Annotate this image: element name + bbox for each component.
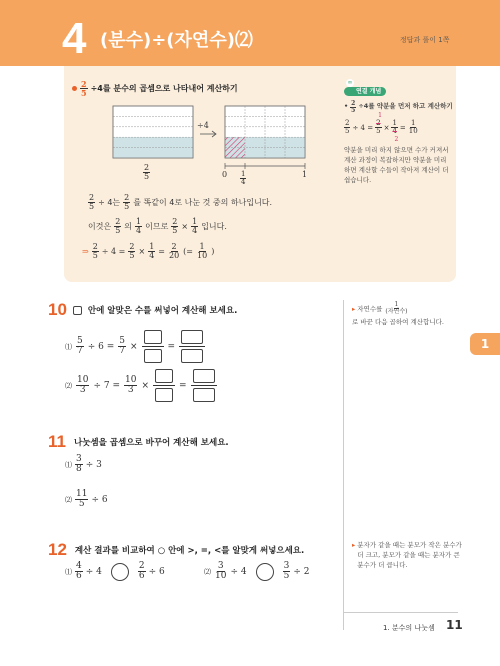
answer-box[interactable] [155, 369, 173, 383]
bullet-dot [72, 86, 77, 91]
answer-box[interactable] [193, 388, 215, 402]
tip-heading: • $\frac{2}{5}$ ÷4를 약분을 먼저 하고 계산하기 [344, 100, 453, 114]
whole-bar-right [225, 106, 305, 169]
question-title: 나눗셈을 곱셈으로 바꾸어 계산해 보세요. [73, 438, 229, 448]
q10-problem-2: ⑵ $\frac{10}{3}$ ÷ 7 = $\frac{10}{3}$ × = [65, 369, 217, 402]
compare-circle[interactable] [256, 563, 274, 581]
answer-reference: 정답과 풀이 1쪽 [400, 36, 450, 44]
arrow-label: ÷4 [197, 121, 209, 130]
question-number: 10 [48, 300, 67, 319]
question-title: 계산 결과를 비교하여 ○ 안에 >, =, <를 알맞게 써넣으세요. [74, 546, 305, 556]
page-number: 11 [446, 618, 463, 632]
q10-problem-1: ⑴ $\frac{5}{7}$ ÷ 6 = $\frac{5}{7}$ × = [65, 330, 205, 363]
axis-zero: 0 [222, 170, 228, 179]
explain-line-2: 이것은 $\frac{2}{5}$ 의 $\frac{1}{4}$ 이므로 $\frac{2}{5}$ × $\frac{1}{4}$ 입니다. [88, 217, 227, 235]
q11-problem-2: ⑵ $\frac{11}{5}$ ÷ 6 [65, 489, 108, 509]
question-10-header [48, 300, 237, 320]
question-number: 11 [48, 432, 66, 451]
question-11-header [48, 432, 229, 452]
answer-box[interactable] [181, 349, 203, 363]
blank-box-icon [73, 306, 82, 315]
divide-arrow [200, 131, 216, 137]
link-icon: ∞ [347, 79, 353, 86]
question-title: 안에 알맞은 수를 써넣어 계산해 보세요. [87, 306, 238, 316]
q10-side-note: ▸ 자연수를 $\frac{1}{\text{(자연수)}}$ 로 바꾼 다음 곱하여 계산합니다. [352, 301, 444, 326]
axis-quarter: $\frac{1}{4}$ [241, 170, 246, 186]
question-number: 12 [48, 540, 67, 559]
tip-equation: $\frac{2}{5}$ ÷ 4 = 2 5 1 × 1 4 2 = $\frac{1}{10}$ [345, 112, 418, 143]
concept-heading-fraction: $\frac{2}{5}$ [81, 79, 87, 98]
concept-heading [72, 80, 238, 97]
tip-box [344, 78, 454, 278]
answer-box[interactable] [181, 330, 203, 344]
explain-line-3: ⇒ $\frac{2}{5}$ ÷ 4 = $\frac{2}{5}$ × $\frac{1}{4}$ = $\frac{2}{20}$ (= $\frac{1}{10}$ ) [82, 242, 215, 260]
q11-problem-1: ⑴ $\frac{3}{8}$ ÷ 3 [65, 454, 102, 474]
chapter-tab: 1 [470, 333, 500, 355]
lesson-title: (분수)÷(자연수)⑵ [100, 30, 253, 51]
tip-chip: 연결 개념 [344, 87, 386, 96]
axis-one: 1 [302, 170, 308, 179]
q12-problem-1: ⑴ $\frac{4}{6}$ ÷ 4 $\frac{2}{6}$ ÷ 6 [65, 561, 165, 581]
answer-box[interactable] [144, 349, 162, 363]
sidebar-divider [343, 300, 344, 630]
answer-box[interactable] [144, 330, 162, 344]
left-bar-label: $\frac{2}{5}$ [144, 163, 150, 181]
lesson-number: 4 [62, 14, 87, 63]
footer-rule [343, 612, 458, 613]
question-12-header [48, 540, 304, 560]
q12-side-note: ▸ 분자가 같을 때는 분모가 작은 분수가 더 크고, 분모가 같을 때는 분자가 큰 분수가 더 큽니다. [352, 541, 462, 569]
whole-bar-left [113, 106, 193, 158]
answer-box[interactable] [155, 388, 173, 402]
answer-box[interactable] [193, 369, 215, 383]
q12-problem-2: ⑵ $\frac{3}{10}$ ÷ 4 $\frac{3}{5}$ ÷ 2 [204, 561, 310, 581]
explain-line-1: $\frac{2}{5}$ ÷ 4는 $\frac{2}{5}$ 를 똑같이 4로 나눈 것 중의 하나입니다. [89, 193, 273, 211]
compare-circle[interactable] [111, 563, 129, 581]
tip-body: 약분을 미리 하지 않으면 수가 커져서 계산 과정이 복잡하지만 약분을 미리 하면 계산할 수들이 작아져 계산이 더 쉽습니다. [344, 146, 449, 184]
concept-heading-text: ÷4를 분수의 곱셈으로 나타내어 계산하기 [90, 84, 238, 93]
footer-section: 1. 분수의 나눗셈 [383, 624, 435, 632]
